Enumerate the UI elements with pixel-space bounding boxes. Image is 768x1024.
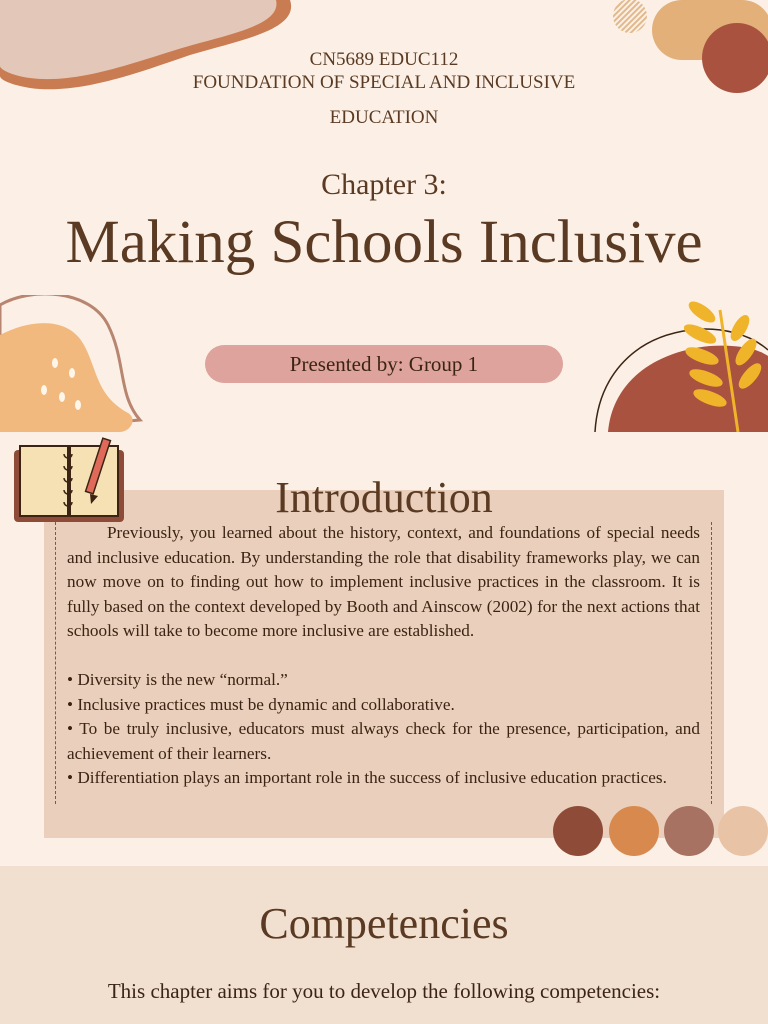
introduction-paragraph: Previously, you learned about the history, context, and foundations of special needs and inclusive education. By understanding the role that disability frameworks play, we can now move on to finding out how to implement inclusive practices in the classroom. It is fully based on the context developed by Booth and Ainscow (2002) for the next actions that schools will take to become more inclusive are established. (67, 523, 700, 640)
palette-dot (664, 806, 714, 856)
introduction-slide (0, 432, 768, 866)
leaf-branch-icon (590, 290, 768, 432)
course-info (0, 48, 768, 129)
bullet-list (67, 668, 700, 791)
palette-dot (609, 806, 659, 856)
bullet-item: • Differentiation plays an important role in the success of inclusive education practices. (67, 768, 667, 787)
competencies-slide (0, 866, 768, 1024)
course-code: CN5689 EDUC112 (309, 49, 459, 70)
competencies-intro: This chapter aims for you to develop the following competencies: (107, 979, 661, 1003)
introduction-heading: Introduction (275, 473, 493, 522)
slide-title: Making Schools Inclusive (65, 209, 703, 276)
bullet-item: • To be truly inclusive, educators must always check for the presence, participation, and achievement of their learners. (67, 719, 700, 763)
introduction-body (67, 521, 700, 791)
bullet-item: • Diversity is the new “normal.” (67, 670, 288, 689)
competencies-heading: Competencies (259, 899, 509, 948)
course-title-line2: EDUCATION (329, 107, 439, 128)
dashed-border-left (55, 522, 56, 804)
dashed-border-right (711, 522, 712, 804)
bullet-item: • Inclusive practices must be dynamic and collaborative. (67, 694, 455, 714)
chapter-label: Chapter 3: (321, 168, 447, 201)
presenter-pill: Presented by: Group 1 (205, 345, 563, 383)
palette-dot (553, 806, 603, 856)
title-slide (0, 0, 768, 432)
palette-dot (718, 806, 768, 856)
left-blob-decoration (0, 295, 150, 432)
course-title-line1: FOUNDATION OF SPECIAL AND INCLUSIVE (192, 72, 576, 93)
